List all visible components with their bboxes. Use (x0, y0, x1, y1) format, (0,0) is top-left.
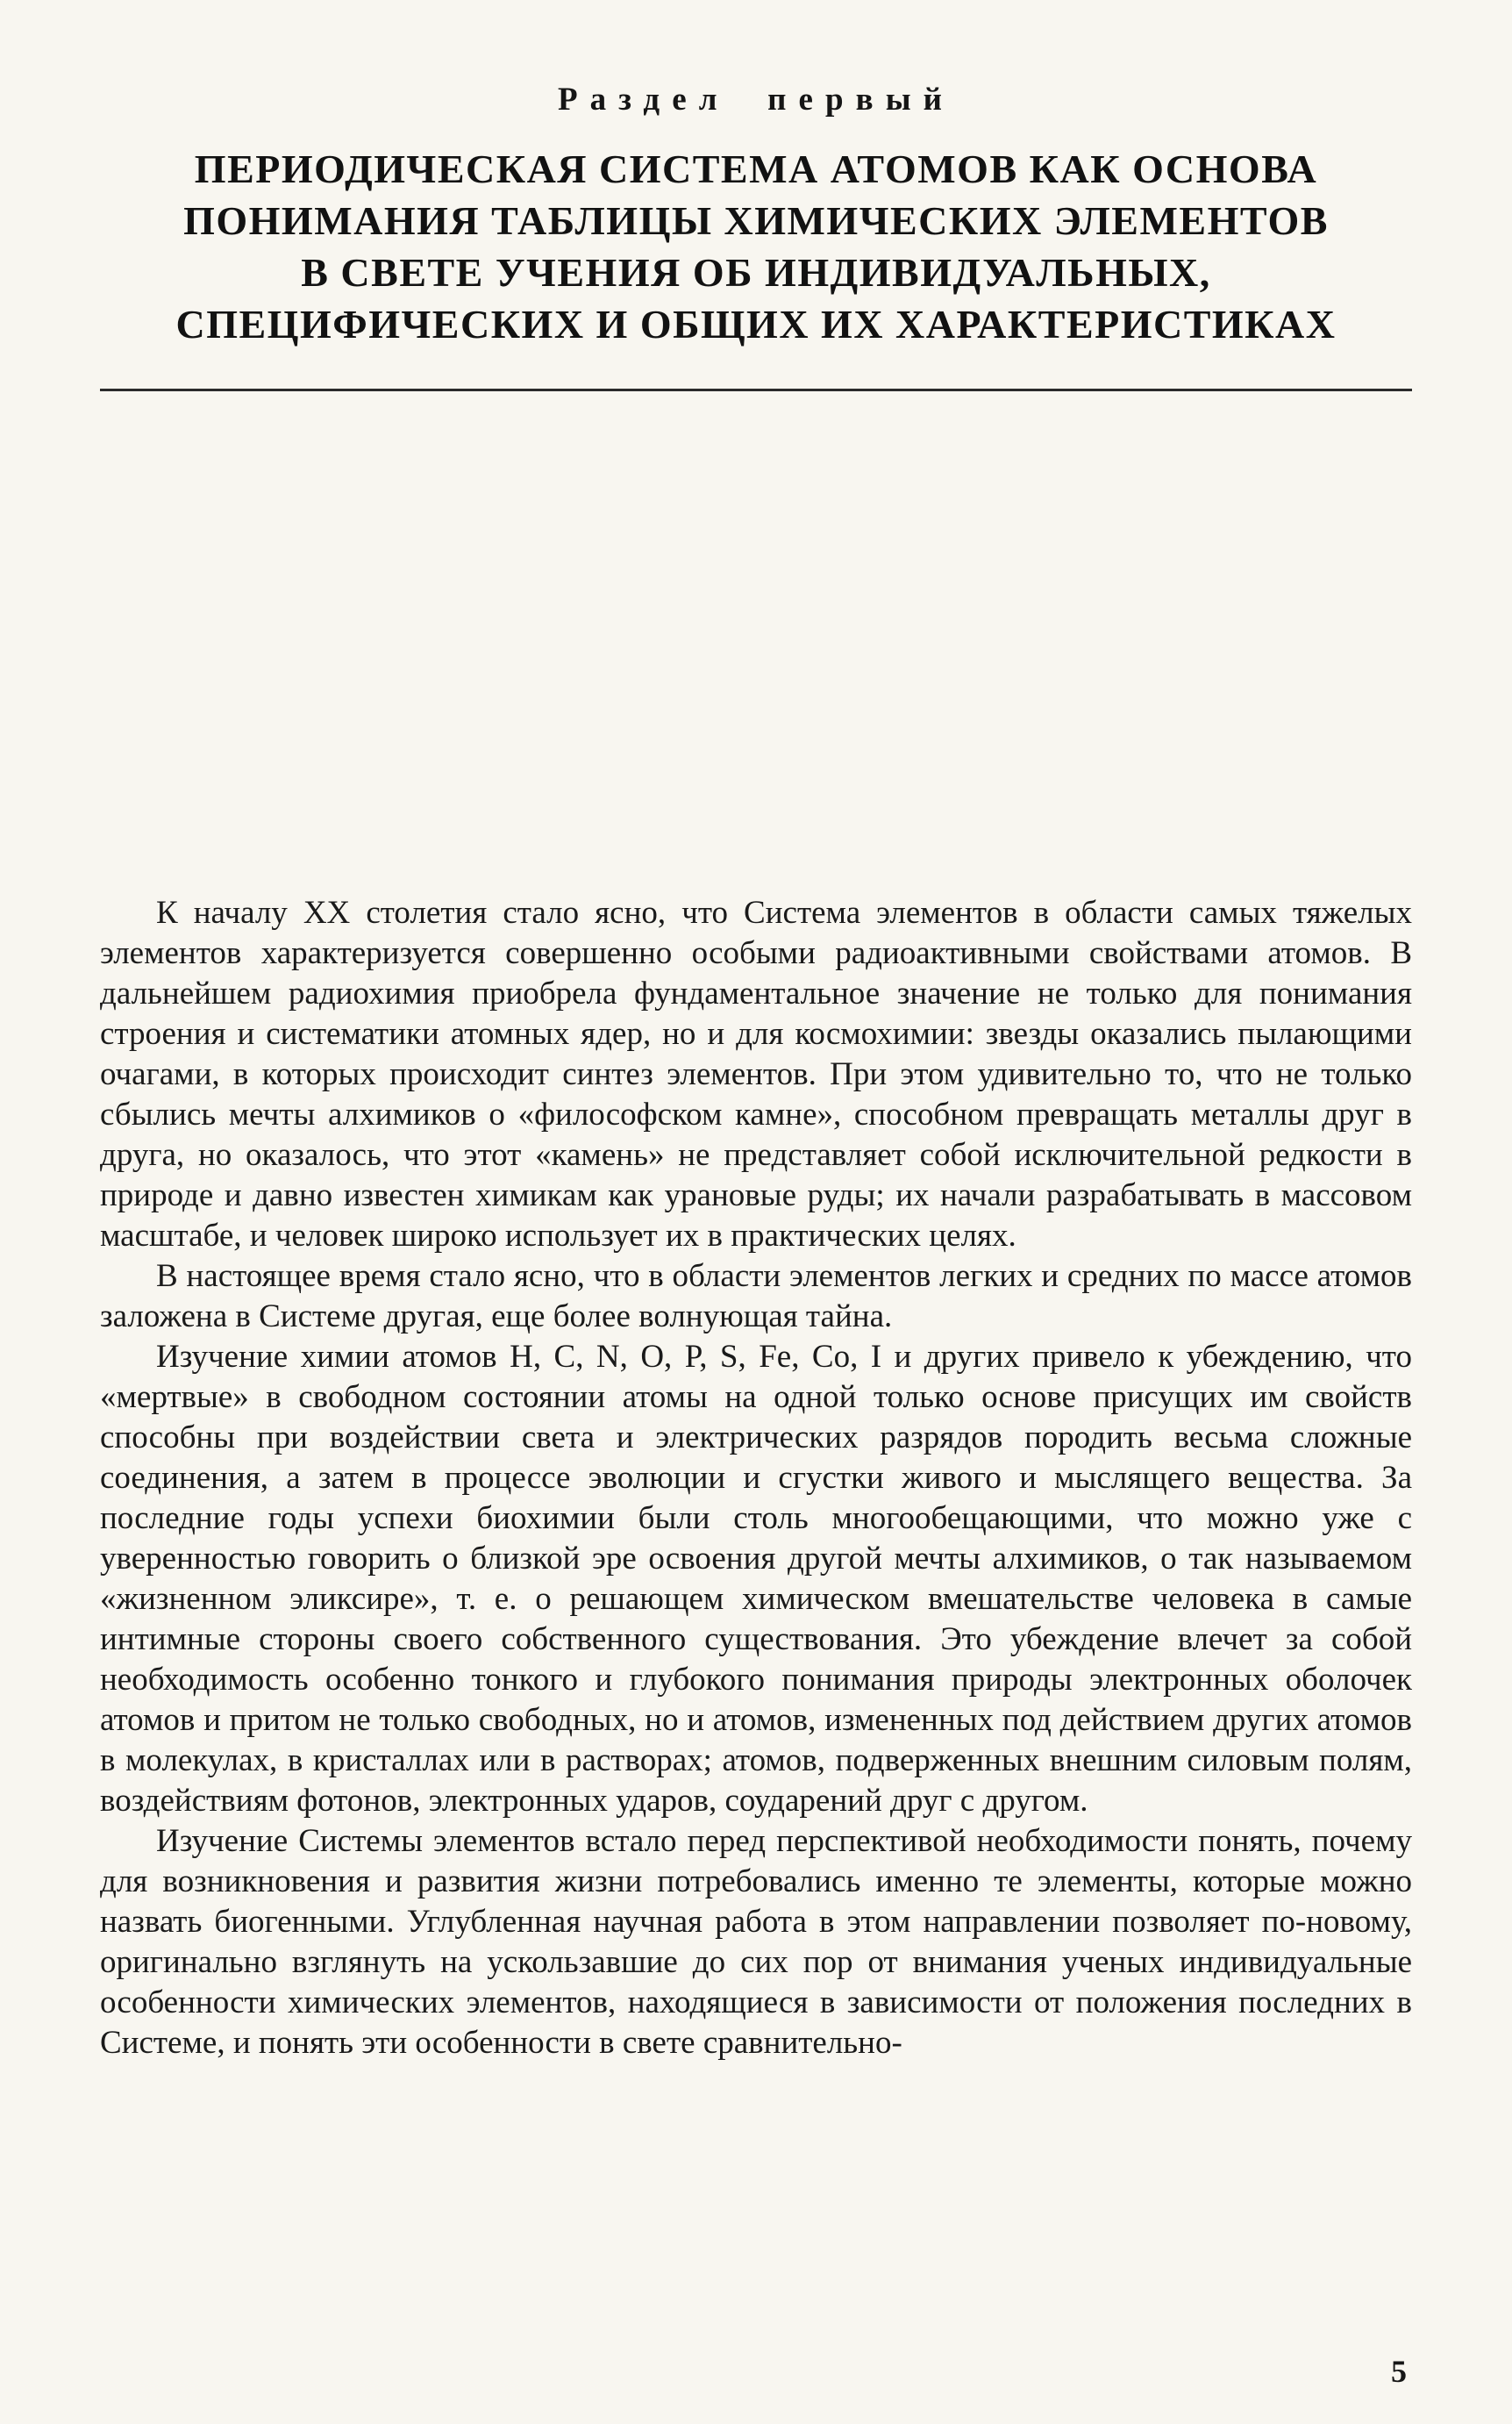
chapter-title (100, 143, 1412, 350)
paragraph-1: К началу XX столетия стало ясно, что Система элементов в области самых тяжелых элементов характеризуется совершенно особыми радиоактивными свойствами атомов. В дальнейшем радиохимия приобрела фундаментальное значение не только для понимания строения и систематики атомных ядер, но и для космохимии: звезды оказались пылающими очагами, в которых происходит синтез элементов. При этом удивительно то, что не только сбылись мечты алхимиков о «философском камне», способном превращать металлы друг в друга, но оказалось, что этот «камень» не представляет собой исключительной редкости в природе и давно известен химикам как урановые руды; их начали разрабатывать в массовом масштабе, и человек широко использует их в практических целях. (100, 895, 1412, 1254)
paragraph-2: В настоящее время стало ясно, что в области элементов легких и средних по массе атомов заложена в Системе другая, еще более волнующая тайна. (100, 1258, 1412, 1334)
chapter-title-line-2: ПОНИМАНИЯ ТАБЛИЦЫ ХИМИЧЕСКИХ ЭЛЕМЕНТОВ (183, 198, 1329, 243)
page-number: 5 (1391, 2354, 1407, 2389)
paragraph-3: Изучение химии атомов H, C, N, O, P, S, Fe, Co, I и других привело к убеждению, что «мертвые» в свободном состоянии атомы на одной только основе присущих им свойств способны при воздействии света и электрических разрядов породить весьма сложные соединения, а затем в процессе эволюции и сгустки живого и мыслящего вещества. За последние годы успехи биохимии были столь многообещающими, что можно уже с уверенностью говорить о близкой эре освоения другой мечты алхимиков, о так называемом «жизненном эликсире», т. е. о решающем химическом вмешательстве человека в самые интимные стороны своего собственного существования. Это убеждение влечет за собой необходимость особенно тонкого и глубокого понимания природы электронных оболочек атомов и притом не только свободных, но и атомов, измененных под действием других атомов в молекулах, в кристаллах или в растворах; атомов, подверженных внешним силовым полям, воздействиям фотонов, электронных ударов, соударений друг с другом. (100, 1339, 1412, 1819)
body-text (100, 893, 1412, 2063)
chapter-title-line-4: СПЕЦИФИЧЕСКИХ И ОБЩИХ ИХ ХАРАКТЕРИСТИКАХ (175, 302, 1337, 347)
chapter-title-line-3: В СВЕТЕ УЧЕНИЯ ОБ ИНДИВИДУАЛЬНЫХ, (301, 250, 1211, 295)
page-header (100, 81, 1412, 391)
chapter-title-line-1: ПЕРИОДИЧЕСКАЯ СИСТЕМА АТОМОВ КАК ОСНОВА (194, 147, 1318, 191)
title-divider (100, 389, 1412, 391)
section-label: Раздел первый (557, 82, 955, 118)
paragraph-4: Изучение Системы элементов встало перед перспективой необходимости понять, почему для возникновения и развития жизни потребовались именно те элементы, которые можно назвать биогенными. Углубленная научная работа в этом направлении позволяет по-новому, оригинально взглянуть на ускользавшие до сих пор от внимания ученых индивидуальные особенности химических элементов, находящиеся в зависимости от положения последних в Системе, и понять эти особенности в свете сравнительно- (100, 1823, 1412, 2061)
